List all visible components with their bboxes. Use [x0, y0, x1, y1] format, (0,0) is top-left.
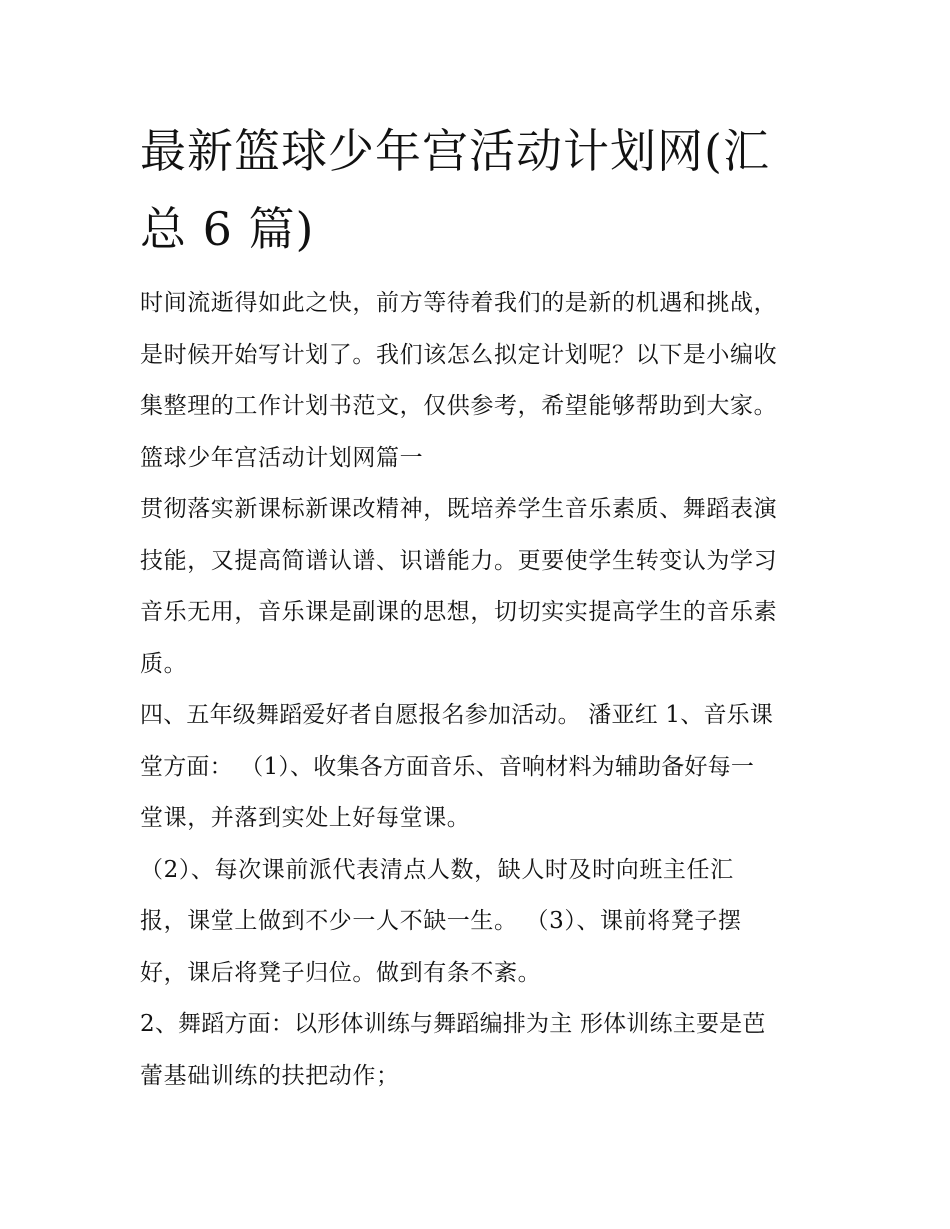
title-line: 最新篮球少年宫活动计划网(汇 — [140, 124, 770, 178]
body-line: 报，课堂上做到不少一人不缺一生。 （3）、课前将凳子摆 — [140, 908, 742, 934]
body-line: 技能，又提高简谱认谱、识谱能力。更要使学生转变认为学习 — [140, 547, 778, 574]
section-heading: 篮球少年宫活动计划网篇一 — [140, 444, 424, 471]
body-line: 音乐无用，音乐课是副课的思想，切切实实提高学生的音乐素 — [140, 599, 778, 625]
body-line: 堂方面： （1）、收集各方面音乐、音响材料为辅助备好每一 — [140, 753, 755, 780]
document-body — [140, 278, 830, 1102]
body-line: 质。 — [140, 650, 188, 677]
body-line: 贯彻落实新课标新课改精神，既培养学生音乐素质、舞蹈表演 — [140, 496, 778, 522]
body-line: 堂课，并落到实处上好每堂课。 — [140, 805, 471, 831]
body-line: （2）、每次课前派代表清点人数，缺人时及时向班主任汇 — [140, 856, 734, 883]
body-line: 时间流逝得如此之快，前方等待着我们的是新的机遇和挑战， — [140, 290, 778, 316]
body-line: 四、五年级舞蹈爱好者自愿报名参加活动。 潘亚红 1、音乐课 — [140, 702, 774, 728]
body-line: 是时候开始写计划了。我们该怎么拟定计划呢？以下是小编收 — [140, 341, 778, 368]
body-line: 2、舞蹈方面：以形体训练与舞蹈编排为主 形体训练主要是芭 — [140, 1011, 766, 1037]
body-line: 好，课后将凳子归位。做到有条不紊。 — [140, 959, 542, 986]
body-line: 蕾基础训练的扶把动作； — [140, 1062, 400, 1089]
document-title — [140, 112, 830, 268]
title-line: 总 6 篇) — [140, 202, 315, 256]
body-line: 集整理的工作计划书范文，仅供参考，希望能够帮助到大家。 — [140, 393, 778, 419]
